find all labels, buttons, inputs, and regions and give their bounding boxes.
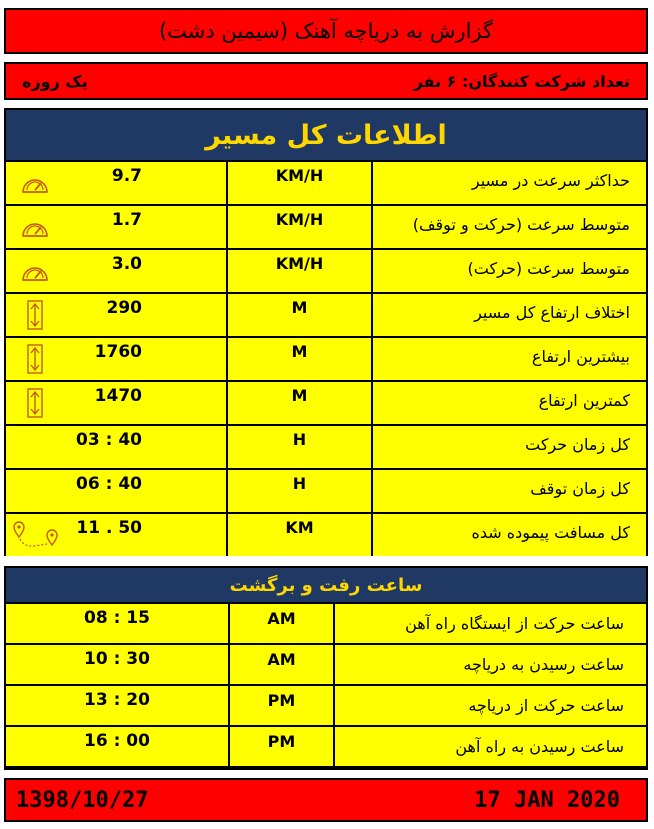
route-value: 03 : 40 — [76, 430, 142, 450]
route-row — [6, 206, 646, 248]
route-label: کمترین ارتفاع — [373, 382, 646, 424]
trip-duration: یک روزه — [22, 71, 88, 91]
participants-count: تعداد شرکت کنندگان: ۶ نفر — [413, 71, 630, 91]
info-bar — [4, 62, 648, 100]
route-row — [6, 514, 646, 556]
route-unit: H — [228, 426, 371, 468]
trip-times-table — [4, 566, 648, 770]
trip-row — [6, 686, 646, 725]
route-unit: KM/H — [228, 162, 371, 204]
route-unit: KM/H — [228, 206, 371, 248]
gregorian-date: 17 JAN 2020 — [474, 787, 620, 813]
trip-row — [6, 645, 646, 684]
route-icon — [12, 520, 62, 550]
route-unit: M — [228, 338, 371, 380]
trip-times-title: ساعت رفت و برگشت — [6, 568, 646, 602]
trip-time: 13 : 20 — [6, 686, 228, 725]
trip-row — [6, 604, 646, 643]
route-value: 1.7 — [111, 210, 142, 230]
route-unit: M — [228, 382, 371, 424]
trip-time: 16 : 00 — [6, 727, 228, 766]
route-unit: H — [228, 470, 371, 512]
trip-time: 10 : 30 — [6, 645, 228, 684]
route-value: 290 — [106, 298, 142, 318]
route-value-cell — [6, 206, 226, 248]
route-value: 06 : 40 — [76, 474, 142, 494]
route-value-cell — [6, 294, 226, 336]
route-value: 1470 — [94, 386, 142, 406]
route-unit: KM — [228, 514, 371, 556]
trip-ampm: PM — [230, 727, 333, 766]
speedometer-icon — [20, 256, 50, 286]
route-label: بیشترین ارتفاع — [373, 338, 646, 380]
route-label: اختلاف ارتفاع کل مسیر — [373, 294, 646, 336]
trip-label: ساعت رسیدن به دریاچه — [335, 645, 646, 684]
trip-ampm: AM — [230, 645, 333, 684]
elevation-icon — [20, 344, 50, 374]
route-value-cell — [6, 514, 226, 556]
route-label: کل مسافت پیموده شده — [373, 514, 646, 556]
trip-label: ساعت حرکت از ایستگاه راه آهن — [335, 604, 646, 643]
route-info-title: اطلاعات کل مسیر — [6, 110, 646, 160]
route-label: کل زمان توقف — [373, 470, 646, 512]
speedometer-icon — [20, 212, 50, 242]
route-row — [6, 338, 646, 380]
elevation-icon — [20, 388, 50, 418]
route-unit: M — [228, 294, 371, 336]
route-value-cell — [6, 382, 226, 424]
report-title: گزارش به دریاچه آهنک (سیمین دشت) — [4, 8, 648, 54]
trip-ampm: AM — [230, 604, 333, 643]
persian-date: 1398/10/27 — [16, 787, 149, 813]
date-bar — [4, 778, 648, 822]
route-row — [6, 426, 646, 468]
elevation-icon — [20, 300, 50, 330]
route-value-cell — [6, 250, 226, 292]
trip-row — [6, 727, 646, 766]
trip-ampm: PM — [230, 686, 333, 725]
route-value: 3.0 — [111, 254, 142, 274]
route-value-cell — [6, 162, 226, 204]
route-row — [6, 382, 646, 424]
route-info-table — [4, 108, 648, 556]
route-row — [6, 250, 646, 292]
route-row — [6, 470, 646, 512]
route-value-cell — [6, 338, 226, 380]
route-value: 1760 — [94, 342, 142, 362]
route-row — [6, 294, 646, 336]
route-label: حداکثر سرعت در مسیر — [373, 162, 646, 204]
route-label: متوسط سرعت (حرکت و توقف) — [373, 206, 646, 248]
route-unit: KM/H — [228, 250, 371, 292]
route-label: متوسط سرعت (حرکت) — [373, 250, 646, 292]
route-row — [6, 162, 646, 204]
trip-label: ساعت حرکت از دریاچه — [335, 686, 646, 725]
speedometer-icon — [20, 168, 50, 198]
route-value: 11 . 50 — [76, 518, 142, 538]
trip-label: ساعت رسیدن به راه آهن — [335, 727, 646, 766]
trip-time: 08 : 15 — [6, 604, 228, 643]
route-value-cell — [6, 426, 226, 468]
route-label: کل زمان حرکت — [373, 426, 646, 468]
route-value: 9.7 — [111, 166, 142, 186]
route-value-cell — [6, 470, 226, 512]
